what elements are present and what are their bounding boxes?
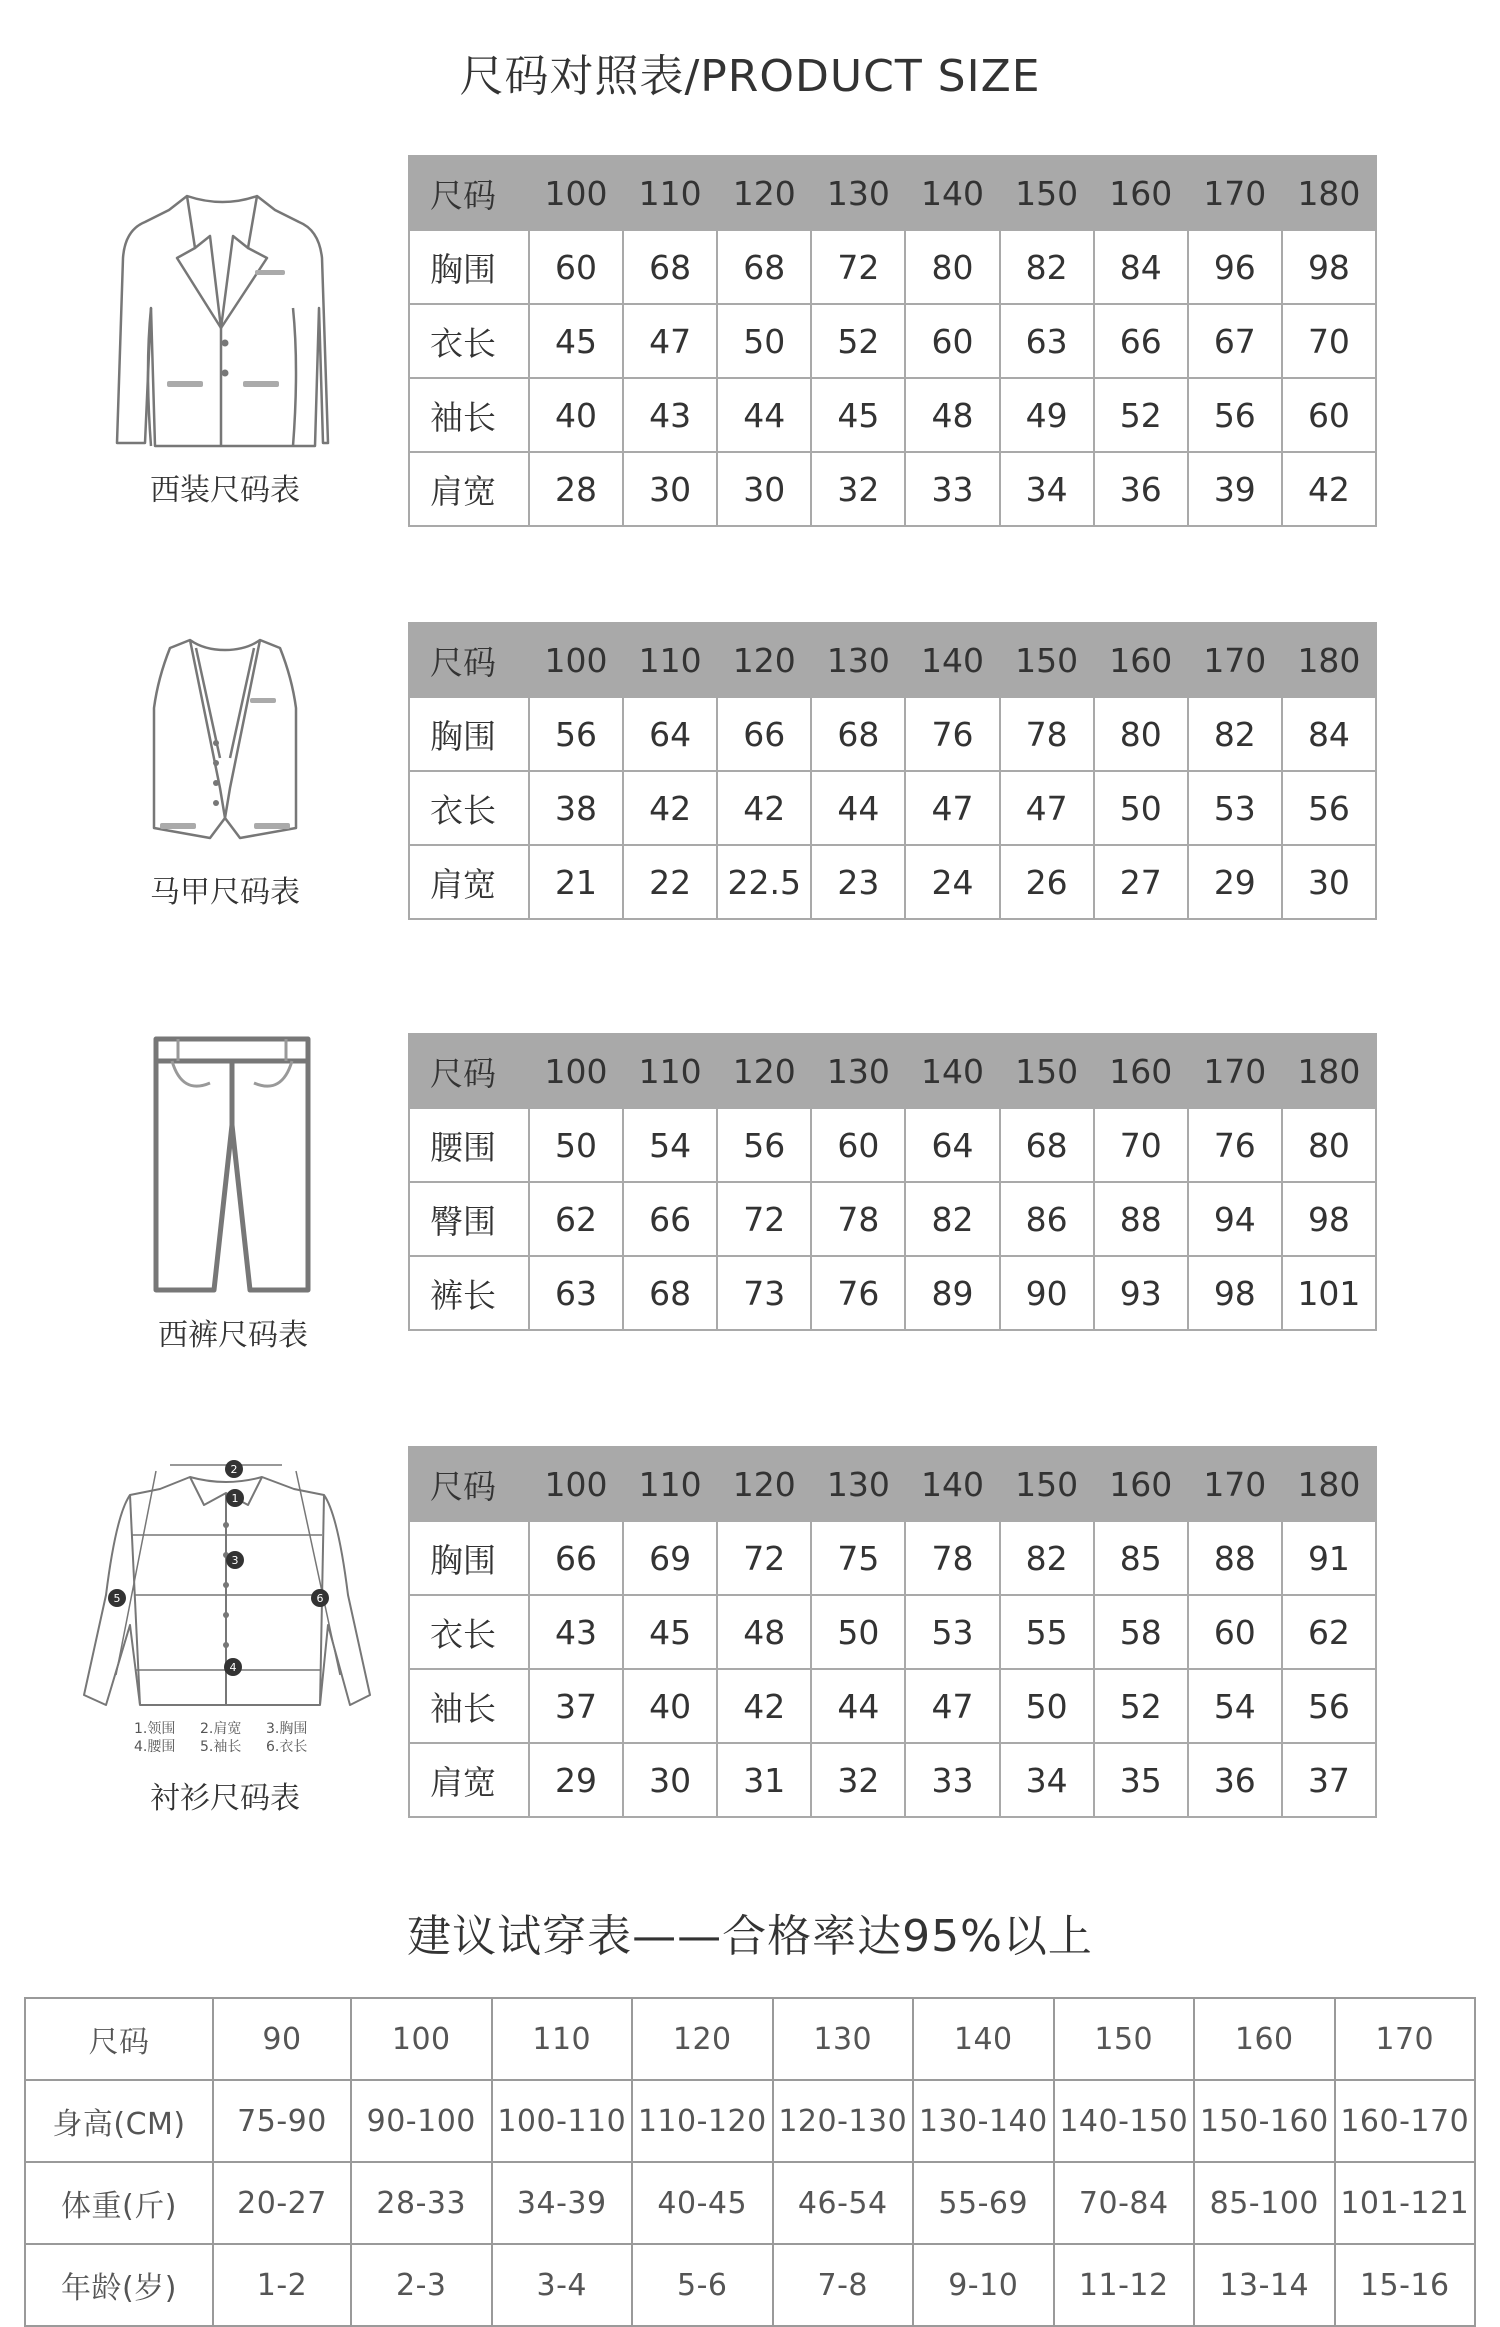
fitting-row-label: 尺码 [25,1998,213,2080]
row-label-cell: 肩宽 [409,845,529,919]
table-cell: 120 [717,156,811,230]
table-cell: 31 [717,1743,811,1817]
table-cell: 180 [1282,1034,1376,1108]
table-cell: 180 [1282,623,1376,697]
table-cell: 100 [529,1034,623,1108]
table-cell: 50 [717,304,811,378]
table-cell: 42 [623,771,717,845]
table-cell: 98 [1282,230,1376,304]
table-cell: 47 [905,1669,999,1743]
fitting-cell: 110 [492,1998,633,2080]
row-label-cell: 袖长 [409,378,529,452]
fitting-cell: 140-150 [1054,2080,1195,2162]
table-cell: 100 [529,156,623,230]
table-cell: 170 [1188,1034,1282,1108]
row-label-cell: 袖长 [409,1669,529,1743]
marker-6: 6 [316,1592,324,1605]
table-cell: 22 [623,845,717,919]
table-row [409,1182,1376,1256]
table-header-row [409,156,1376,230]
fitting-cell: 90 [213,1998,351,2080]
shirt-size-table [408,1446,1377,1818]
fitting-cell: 55-69 [913,2162,1054,2244]
table-cell: 120 [717,1034,811,1108]
table-cell: 34 [1000,1743,1094,1817]
fitting-cell: 150 [1054,1998,1195,2080]
table-cell: 23 [811,845,905,919]
table-row [409,845,1376,919]
table-cell: 140 [905,1034,999,1108]
table-cell: 80 [1282,1108,1376,1182]
table-cell: 88 [1094,1182,1188,1256]
table-cell: 84 [1282,697,1376,771]
fitting-cell: 100-110 [492,2080,633,2162]
fitting-cell: 2-3 [351,2244,492,2326]
trousers-size-table [408,1033,1377,1331]
table-cell: 32 [811,452,905,526]
table-cell: 93 [1094,1256,1188,1330]
row-label-cell: 胸围 [409,1521,529,1595]
table-row [409,378,1376,452]
table-cell: 53 [905,1595,999,1669]
table-cell: 68 [811,697,905,771]
table-cell: 32 [811,1743,905,1817]
table-cell: 64 [905,1108,999,1182]
legend-4: 4.腰围 [134,1739,176,1755]
fitting-row [25,2162,1475,2244]
table-cell: 45 [811,378,905,452]
table-cell: 47 [623,304,717,378]
table-cell: 52 [811,304,905,378]
table-cell: 37 [1282,1743,1376,1817]
fitting-cell: 101-121 [1335,2162,1476,2244]
table-cell: 78 [811,1182,905,1256]
fitting-cell: 160 [1194,1998,1335,2080]
fitting-cell: 7-8 [773,2244,914,2326]
table-cell: 48 [905,378,999,452]
fitting-cell: 110-120 [632,2080,773,2162]
table-cell: 50 [1094,771,1188,845]
table-cell: 90 [1000,1256,1094,1330]
table-cell: 170 [1188,156,1282,230]
table-cell: 91 [1282,1521,1376,1595]
table-cell: 120 [717,623,811,697]
table-row [409,1595,1376,1669]
table-header-row [409,1034,1376,1108]
table-cell: 94 [1188,1182,1282,1256]
table-cell: 72 [811,230,905,304]
table-cell: 180 [1282,156,1376,230]
table-cell: 35 [1094,1743,1188,1817]
trousers-illustration [152,1035,312,1295]
row-label-cell: 臀围 [409,1182,529,1256]
table-cell: 66 [717,697,811,771]
fitting-cell: 34-39 [492,2162,633,2244]
table-cell: 22.5 [717,845,811,919]
table-cell: 52 [1094,1669,1188,1743]
table-cell: 120 [717,1447,811,1521]
row-label-cell: 尺码 [409,1447,529,1521]
fitting-cell: 1-2 [213,2244,351,2326]
table-cell: 60 [1282,378,1376,452]
table-cell: 150 [1000,1034,1094,1108]
table-cell: 52 [1094,378,1188,452]
fitting-table [24,1997,1476,2327]
table-cell: 140 [905,1447,999,1521]
legend-6: 6.衣长 [266,1739,308,1755]
table-cell: 62 [529,1182,623,1256]
fitting-cell: 46-54 [773,2162,914,2244]
table-cell: 60 [1188,1595,1282,1669]
table-cell: 89 [905,1256,999,1330]
table-cell: 53 [1188,771,1282,845]
table-cell: 36 [1094,452,1188,526]
fitting-cell: 11-12 [1054,2244,1195,2326]
table-cell: 66 [623,1182,717,1256]
table-cell: 82 [905,1182,999,1256]
fitting-cell: 85-100 [1194,2162,1335,2244]
marker-2: 2 [230,1463,238,1476]
table-cell: 21 [529,845,623,919]
table-cell: 33 [905,452,999,526]
table-row [409,304,1376,378]
table-cell: 56 [1188,378,1282,452]
table-cell: 100 [529,623,623,697]
page-title: 尺码对照表/PRODUCT SIZE [459,51,1041,102]
table-cell: 110 [623,1447,717,1521]
table-cell: 150 [1000,623,1094,697]
table-cell: 140 [905,623,999,697]
fitting-row-label: 体重(斤) [25,2162,213,2244]
table-cell: 63 [1000,304,1094,378]
row-label-cell: 衣长 [409,771,529,845]
fitting-row-label: 年龄(岁) [25,2244,213,2326]
table-cell: 76 [1188,1108,1282,1182]
row-label-cell: 胸围 [409,230,529,304]
table-cell: 68 [623,1256,717,1330]
table-cell: 54 [1188,1669,1282,1743]
legend-1: 1.领围 [134,1721,176,1737]
table-cell: 30 [717,452,811,526]
shirt-illustration [70,1455,380,1760]
fitting-cell: 170 [1335,1998,1476,2080]
row-label-cell: 衣长 [409,304,529,378]
table-cell: 60 [529,230,623,304]
table-cell: 160 [1094,1447,1188,1521]
table-row [409,452,1376,526]
fitting-cell: 3-4 [492,2244,633,2326]
row-label-cell: 胸围 [409,697,529,771]
table-cell: 49 [1000,378,1094,452]
table-cell: 82 [1000,230,1094,304]
table-cell: 130 [811,623,905,697]
table-header-row [409,1447,1376,1521]
table-cell: 68 [623,230,717,304]
row-label-cell: 肩宽 [409,452,529,526]
table-cell: 39 [1188,452,1282,526]
table-cell: 98 [1282,1182,1376,1256]
table-cell: 36 [1188,1743,1282,1817]
table-cell: 26 [1000,845,1094,919]
fitting-cell: 20-27 [213,2162,351,2244]
row-label-cell: 衣长 [409,1595,529,1669]
fitting-cell: 160-170 [1335,2080,1476,2162]
marker-3: 3 [231,1554,239,1567]
fitting-cell: 90-100 [351,2080,492,2162]
table-cell: 44 [811,771,905,845]
table-cell: 30 [623,1743,717,1817]
legend-2: 2.肩宽 [200,1721,242,1737]
fitting-cell: 120 [632,1998,773,2080]
table-cell: 40 [529,378,623,452]
table-cell: 37 [529,1669,623,1743]
table-cell: 56 [1282,1669,1376,1743]
fitting-cell: 130 [773,1998,914,2080]
table-cell: 85 [1094,1521,1188,1595]
table-row [409,1743,1376,1817]
fitting-cell: 40-45 [632,2162,773,2244]
table-cell: 34 [1000,452,1094,526]
marker-1: 1 [231,1492,239,1505]
table-cell: 50 [811,1595,905,1669]
table-cell: 170 [1188,623,1282,697]
table-cell: 45 [623,1595,717,1669]
table-cell: 33 [905,1743,999,1817]
table-cell: 54 [623,1108,717,1182]
trousers-caption: 西裤尺码表 [158,1318,308,1353]
table-cell: 66 [529,1521,623,1595]
table-cell: 76 [811,1256,905,1330]
table-cell: 86 [1000,1182,1094,1256]
table-cell: 140 [905,156,999,230]
table-cell: 84 [1094,230,1188,304]
table-cell: 42 [1282,452,1376,526]
table-cell: 44 [811,1669,905,1743]
fitting-cell: 140 [913,1998,1054,2080]
table-cell: 80 [1094,697,1188,771]
table-cell: 27 [1094,845,1188,919]
table-row [409,1669,1376,1743]
table-cell: 28 [529,452,623,526]
table-cell: 110 [623,623,717,697]
table-cell: 160 [1094,156,1188,230]
table-cell: 24 [905,845,999,919]
table-cell: 70 [1094,1108,1188,1182]
table-cell: 47 [905,771,999,845]
table-cell: 82 [1188,697,1282,771]
table-cell: 38 [529,771,623,845]
fitting-row-label: 身高(CM) [25,2080,213,2162]
table-cell: 68 [717,230,811,304]
row-label-cell: 肩宽 [409,1743,529,1817]
fitting-title: 建议试穿表——合格率达95%以上 [407,1911,1093,1962]
table-cell: 73 [717,1256,811,1330]
table-cell: 30 [1282,845,1376,919]
table-cell: 64 [623,697,717,771]
marker-4: 4 [229,1661,237,1674]
table-cell: 43 [529,1595,623,1669]
table-cell: 42 [717,1669,811,1743]
table-row [409,1108,1376,1182]
table-cell: 62 [1282,1595,1376,1669]
table-cell: 60 [905,304,999,378]
legend-3: 3.胸围 [266,1721,308,1737]
fitting-cell: 75-90 [213,2080,351,2162]
table-cell: 130 [811,156,905,230]
marker-5: 5 [113,1592,121,1605]
table-cell: 30 [623,452,717,526]
fitting-header-row [25,1998,1475,2080]
table-cell: 29 [1188,845,1282,919]
row-label-cell: 腰围 [409,1108,529,1182]
table-cell: 82 [1000,1521,1094,1595]
table-cell: 50 [529,1108,623,1182]
fitting-cell: 150-160 [1194,2080,1335,2162]
fitting-cell: 120-130 [773,2080,914,2162]
table-cell: 101 [1282,1256,1376,1330]
table-cell: 150 [1000,156,1094,230]
fitting-cell: 13-14 [1194,2244,1335,2326]
table-cell: 80 [905,230,999,304]
table-cell: 160 [1094,1034,1188,1108]
table-row [409,697,1376,771]
table-cell: 48 [717,1595,811,1669]
table-cell: 72 [717,1521,811,1595]
row-label-cell: 尺码 [409,1034,529,1108]
suit-caption: 西装尺码表 [150,473,300,508]
table-cell: 40 [623,1669,717,1743]
table-row [409,1521,1376,1595]
table-cell: 56 [717,1108,811,1182]
shirt-caption: 衬衫尺码表 [150,1781,300,1816]
fitting-cell: 5-6 [632,2244,773,2326]
row-label-cell: 尺码 [409,156,529,230]
table-cell: 56 [1282,771,1376,845]
table-cell: 63 [529,1256,623,1330]
table-cell: 45 [529,304,623,378]
suit-jacket-illustration [115,188,330,453]
fitting-cell: 130-140 [913,2080,1054,2162]
fitting-cell: 28-33 [351,2162,492,2244]
table-cell: 150 [1000,1447,1094,1521]
table-row [409,230,1376,304]
fitting-cell: 70-84 [1054,2162,1195,2244]
table-row [409,771,1376,845]
fitting-cell: 15-16 [1335,2244,1476,2326]
table-cell: 29 [529,1743,623,1817]
table-cell: 78 [905,1521,999,1595]
legend-5: 5.袖长 [200,1739,242,1755]
fitting-cell: 9-10 [913,2244,1054,2326]
table-cell: 67 [1188,304,1282,378]
vest-size-table [408,622,1377,920]
table-cell: 43 [623,378,717,452]
fitting-row [25,2080,1475,2162]
row-label-cell: 裤长 [409,1256,529,1330]
vest-caption: 马甲尺码表 [150,875,300,910]
table-cell: 130 [811,1034,905,1108]
table-cell: 110 [623,1034,717,1108]
table-cell: 96 [1188,230,1282,304]
table-cell: 180 [1282,1447,1376,1521]
table-cell: 170 [1188,1447,1282,1521]
table-cell: 78 [1000,697,1094,771]
table-cell: 58 [1094,1595,1188,1669]
table-cell: 47 [1000,771,1094,845]
fitting-cell: 100 [351,1998,492,2080]
table-cell: 75 [811,1521,905,1595]
table-cell: 88 [1188,1521,1282,1595]
table-row [409,1256,1376,1330]
table-cell: 69 [623,1521,717,1595]
table-cell: 55 [1000,1595,1094,1669]
table-cell: 76 [905,697,999,771]
suit-size-table [408,155,1377,527]
vest-illustration [150,638,300,843]
table-cell: 110 [623,156,717,230]
table-cell: 66 [1094,304,1188,378]
table-cell: 70 [1282,304,1376,378]
table-cell: 68 [1000,1108,1094,1182]
table-cell: 160 [1094,623,1188,697]
table-cell: 50 [1000,1669,1094,1743]
table-cell: 44 [717,378,811,452]
fitting-row [25,2244,1475,2326]
table-header-row [409,623,1376,697]
table-cell: 130 [811,1447,905,1521]
table-cell: 100 [529,1447,623,1521]
table-cell: 72 [717,1182,811,1256]
row-label-cell: 尺码 [409,623,529,697]
table-cell: 60 [811,1108,905,1182]
table-cell: 98 [1188,1256,1282,1330]
table-cell: 42 [717,771,811,845]
table-cell: 56 [529,697,623,771]
